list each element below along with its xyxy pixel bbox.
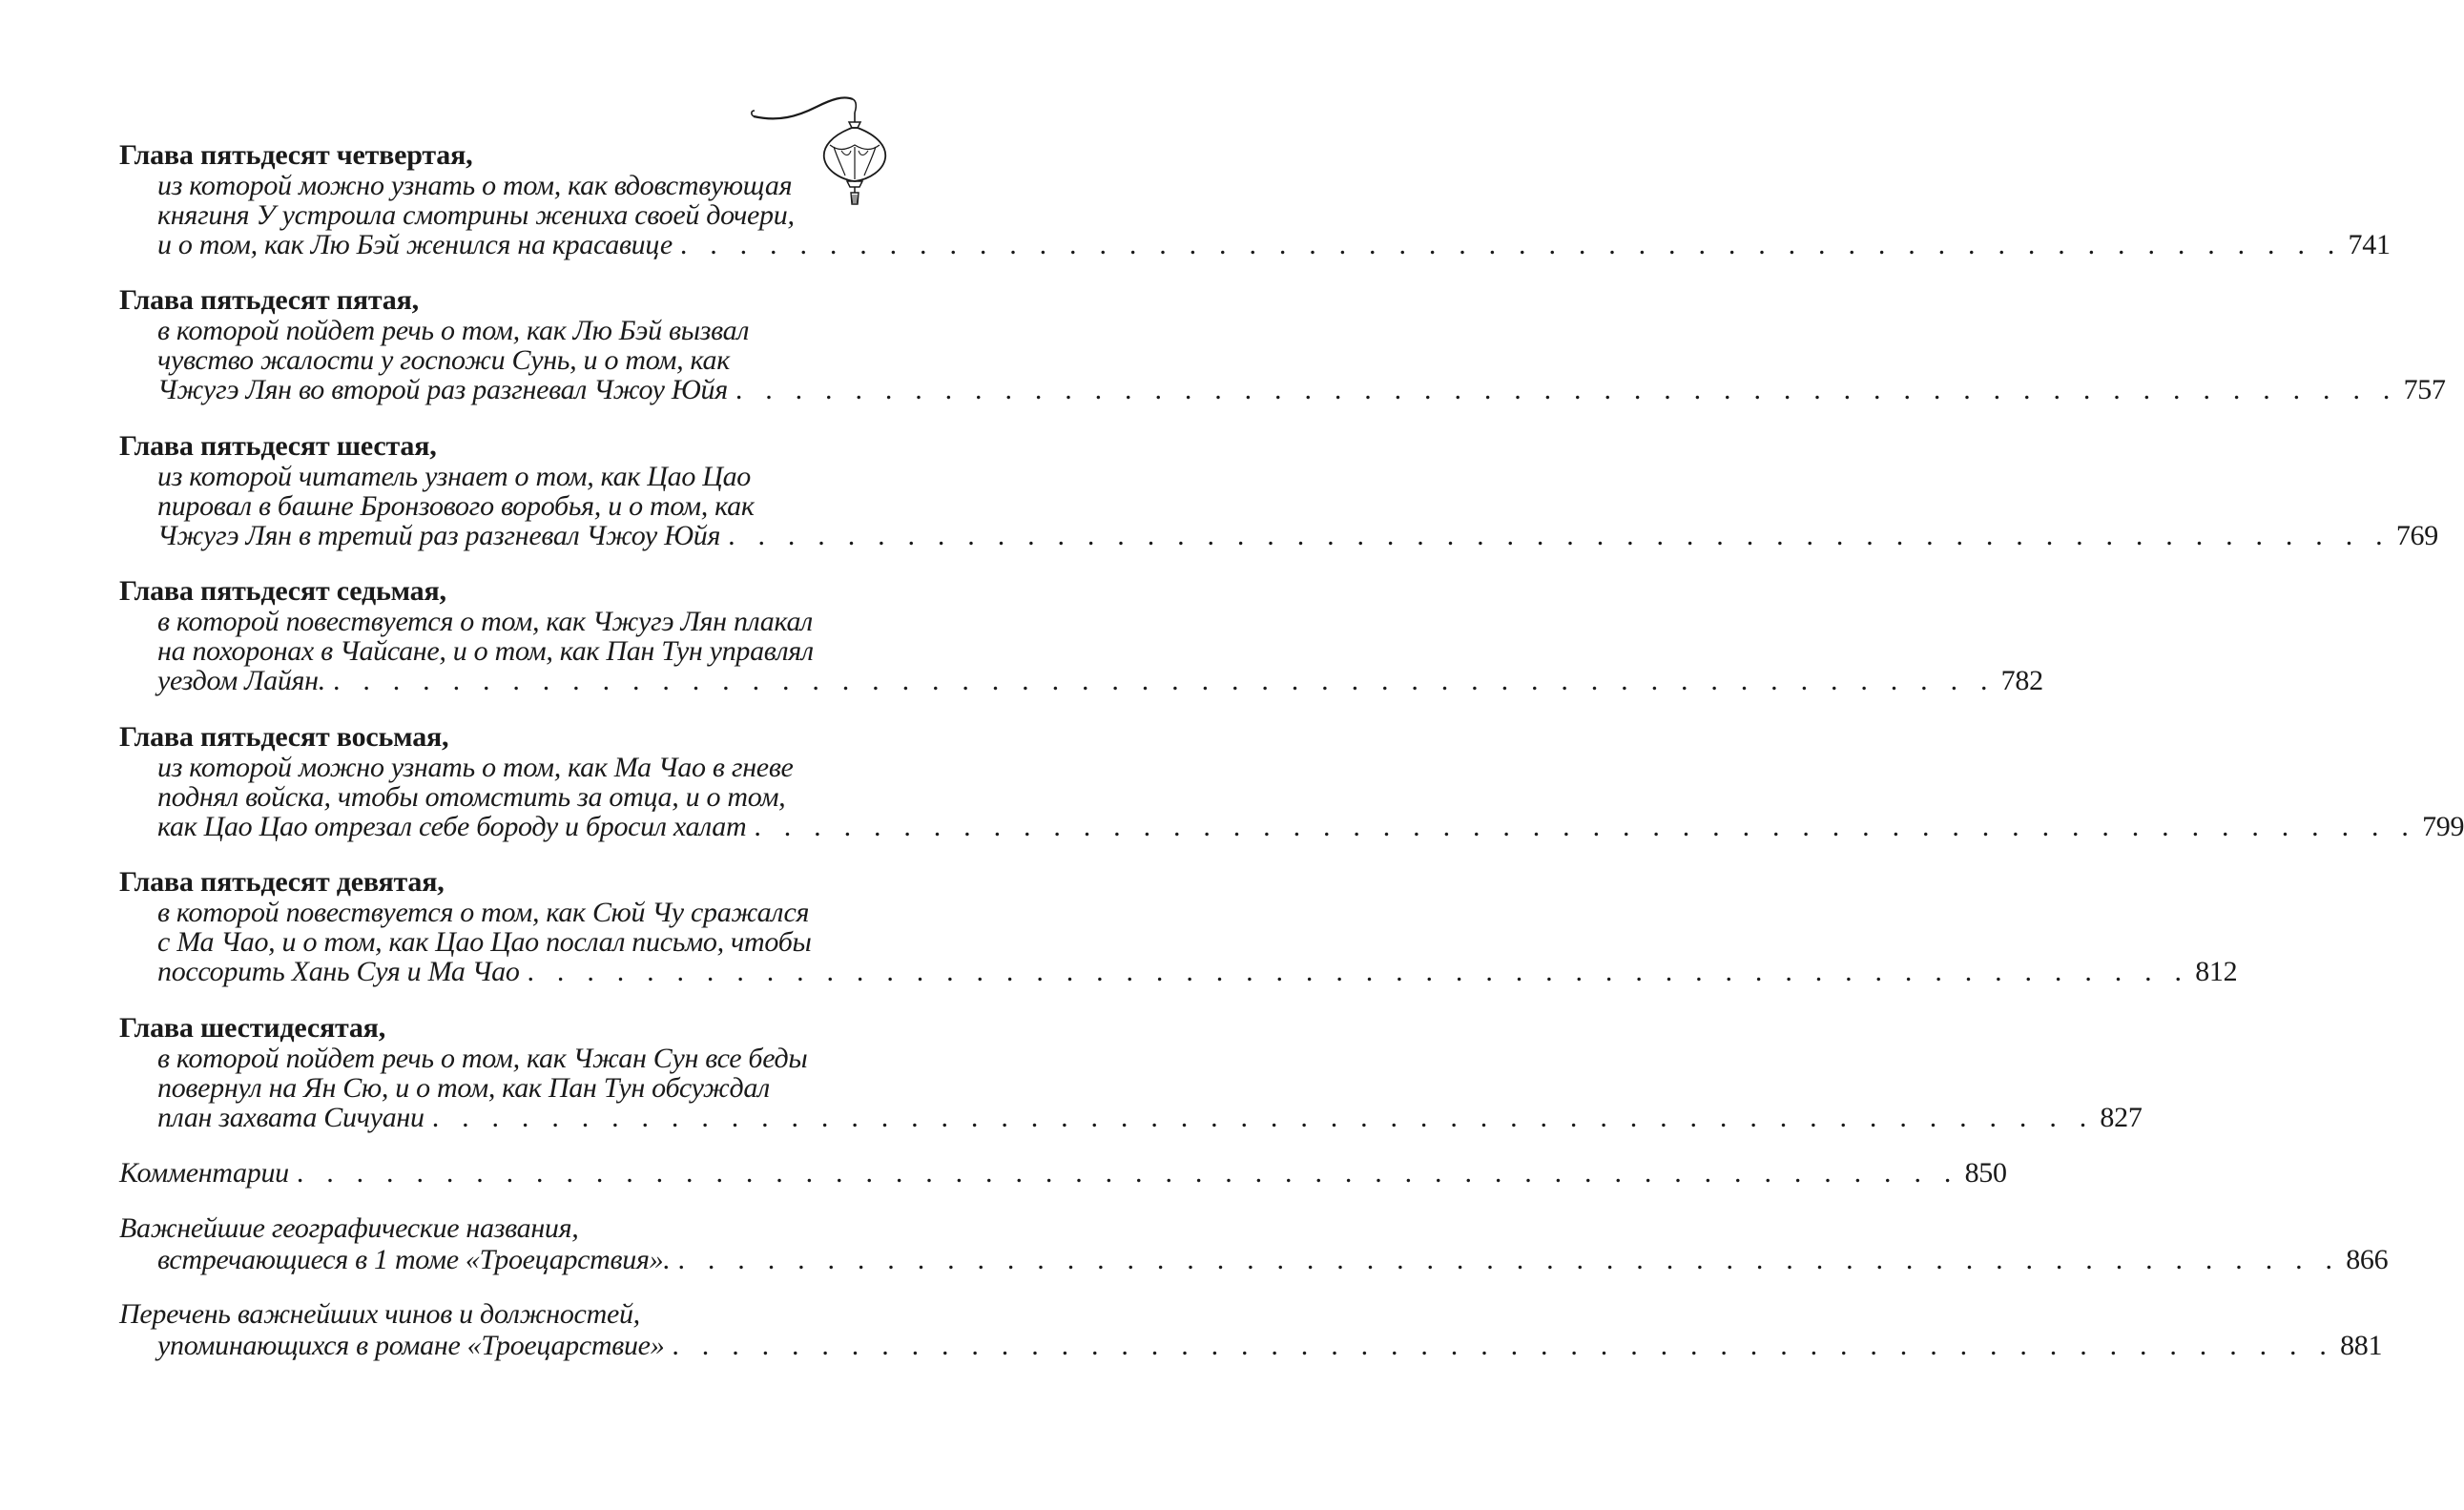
dot-leader: . . . . . . . . . . . . . . . . . . . . . . . . . . . . . . . . . . . . . . . . . . . . . . . . . . . . . . . . [735, 374, 2398, 405]
chapter-description-line: чувство жалости у госпожи Сунь, и о том, как [157, 344, 730, 376]
dot-leader: . . . . . . . . . . . . . . . . . . . . . . . . . . . . . . . . . . . . . . . . . . . . . . . . . . . . . . . . [728, 520, 2391, 551]
chapter-description-line: пировал в башне Бронзового воробья, и о том, как [157, 490, 755, 522]
toc-entry-chapter-60[interactable] [119, 1012, 2143, 1133]
chapter-title: Глава пятьдесят четвертая, [119, 139, 473, 171]
appendix-title-line: Перечень важнейших чинов и должностей, [119, 1298, 640, 1330]
page-number: 812 [2195, 956, 2238, 987]
chapter-description-line-with-page [119, 956, 2238, 987]
toc-entry-chapter-56[interactable] [119, 430, 2438, 551]
toc-entry-chapter-55[interactable] [119, 284, 2446, 405]
page-number: 866 [2346, 1244, 2389, 1275]
chapter-title: Глава пятьдесят седьмая, [119, 575, 446, 607]
appendix-line-with-page [119, 1244, 2389, 1275]
page-number: 757 [2403, 374, 2446, 405]
chapter-title: Глава пятьдесят девятая, [119, 866, 445, 898]
chapter-description-line: на похоронах в Чайсане, и о том, как Пан Тун управлял [157, 635, 814, 667]
chapter-description-line-with-page [119, 1102, 2143, 1133]
page-number: 881 [2340, 1330, 2383, 1361]
toc-entry-ranks-and-posts[interactable] [119, 1298, 2383, 1361]
dot-leader: . . . . . . . . . . . . . . . . . . . . . . . . . . . . . . . . . . . . . . . . . . . . . . . . . . . . . . . . [754, 811, 2417, 842]
appendix-title: Комментарии [119, 1157, 289, 1189]
chapter-description-line-with-page [119, 520, 2438, 551]
chapter-description-line-with-page [119, 665, 2043, 696]
chapter-description-line: в которой повествуется о том, как Чжугэ Лян плакал [157, 606, 813, 637]
page-number: 827 [2100, 1102, 2143, 1133]
chapter-description-text: и о том, как Лю Бэй женился на красавице [157, 229, 673, 260]
chapter-description-text: как Цао Цао отрезал себе бороду и бросил халат [157, 811, 747, 842]
chapter-description-line: в которой повествуется о том, как Сюй Чу сражался [157, 897, 810, 928]
chapter-description-line-with-page [119, 374, 2446, 405]
toc-entry-chapter-57[interactable] [119, 575, 2043, 696]
toc-entry-chapter-59[interactable] [119, 866, 2238, 987]
chapter-title: Глава пятьдесят шестая, [119, 430, 437, 462]
page-number: 741 [2348, 229, 2391, 260]
appendix-line-with-page [119, 1157, 2007, 1189]
toc-entry-commentary[interactable] [119, 1157, 2007, 1189]
chapter-description-line: поднял войска, чтобы отомстить за отца, и о том, [157, 781, 786, 813]
page-number: 782 [2000, 665, 2043, 696]
toc-entry-geographic-names[interactable] [119, 1212, 2389, 1275]
chapter-description-text: Чжугэ Лян во второй раз разгневал Чжоу Юйя [157, 374, 728, 405]
chapter-description-line-with-page [119, 229, 2391, 260]
appendix-title: встречающиеся в 1 томе «Троецарствия». [157, 1244, 671, 1275]
toc-entry-chapter-58[interactable] [119, 721, 2464, 842]
dot-leader: . . . . . . . . . . . . . . . . . . . . . . . . . . . . . . . . . . . . . . . . . . . . . . . . . . . . . . . . [431, 1102, 2095, 1133]
page-number: 850 [1964, 1157, 2007, 1189]
chapter-description-line: в которой пойдет речь о том, как Лю Бэй вызвал [157, 315, 750, 346]
appendix-line-with-page [119, 1330, 2383, 1361]
dot-leader: . . . . . . . . . . . . . . . . . . . . . . . . . . . . . . . . . . . . . . . . . . . . . . . . . . . . . . . . [527, 956, 2190, 987]
chapter-description-text: план захвата Сичуани [157, 1102, 424, 1133]
chapter-description-text: поссорить Хань Суя и Ма Чао [157, 956, 520, 987]
chapter-description-line: из которой можно узнать о том, как вдовствующая [157, 170, 793, 201]
chapter-title: Глава пятьдесят пятая, [119, 284, 419, 316]
appendix-title-line: Важнейшие географические названия, [119, 1212, 579, 1244]
chapter-description-text: Чжугэ Лян в третий раз разгневал Чжоу Юйя [157, 520, 721, 551]
chapter-description-line: повернул на Ян Сю, и о том, как Пан Тун обсуждал [157, 1072, 770, 1104]
chapter-description-line: из которой можно узнать о том, как Ма Чао в гневе [157, 752, 794, 783]
chapter-description-line: из которой читатель узнает о том, как Цао Цао [157, 461, 751, 492]
chapter-title: Глава шестидесятая, [119, 1012, 386, 1044]
dot-leader: . . . . . . . . . . . . . . . . . . . . . . . . . . . . . . . . . . . . . . . . . . . . . . . . . . . . . . . . [296, 1157, 1959, 1189]
appendix-title: упоминающихся в романе «Троецарствие» [157, 1330, 665, 1361]
chapter-description-line: с Ма Чао, и о том, как Цао Цао послал письмо, чтобы [157, 926, 812, 958]
dot-leader: . . . . . . . . . . . . . . . . . . . . . . . . . . . . . . . . . . . . . . . . . . . . . . . . . . . . . . . . [679, 229, 2343, 260]
dot-leader: . . . . . . . . . . . . . . . . . . . . . . . . . . . . . . . . . . . . . . . . . . . . . . . . . . . . . . . . [672, 1330, 2335, 1361]
chapter-description-line: княгиня У устроила смотрины жениха своей дочери, [157, 199, 795, 231]
dot-leader: . . . . . . . . . . . . . . . . . . . . . . . . . . . . . . . . . . . . . . . . . . . . . . . . . . . . . . . . [677, 1244, 2341, 1275]
dot-leader: . . . . . . . . . . . . . . . . . . . . . . . . . . . . . . . . . . . . . . . . . . . . . . . . . . . . . . . . [332, 665, 1996, 696]
chapter-description-line: в которой пойдет речь о том, как Чжан Сун все беды [157, 1043, 808, 1074]
page-number: 769 [2395, 520, 2438, 551]
chapter-description-text: уездом Лайян. [157, 665, 325, 696]
chapter-description-line-with-page [119, 811, 2464, 842]
page-number: 799 [2422, 811, 2464, 842]
toc-entry-chapter-54[interactable] [119, 139, 2391, 260]
chapter-title: Глава пятьдесят восьмая, [119, 721, 449, 753]
